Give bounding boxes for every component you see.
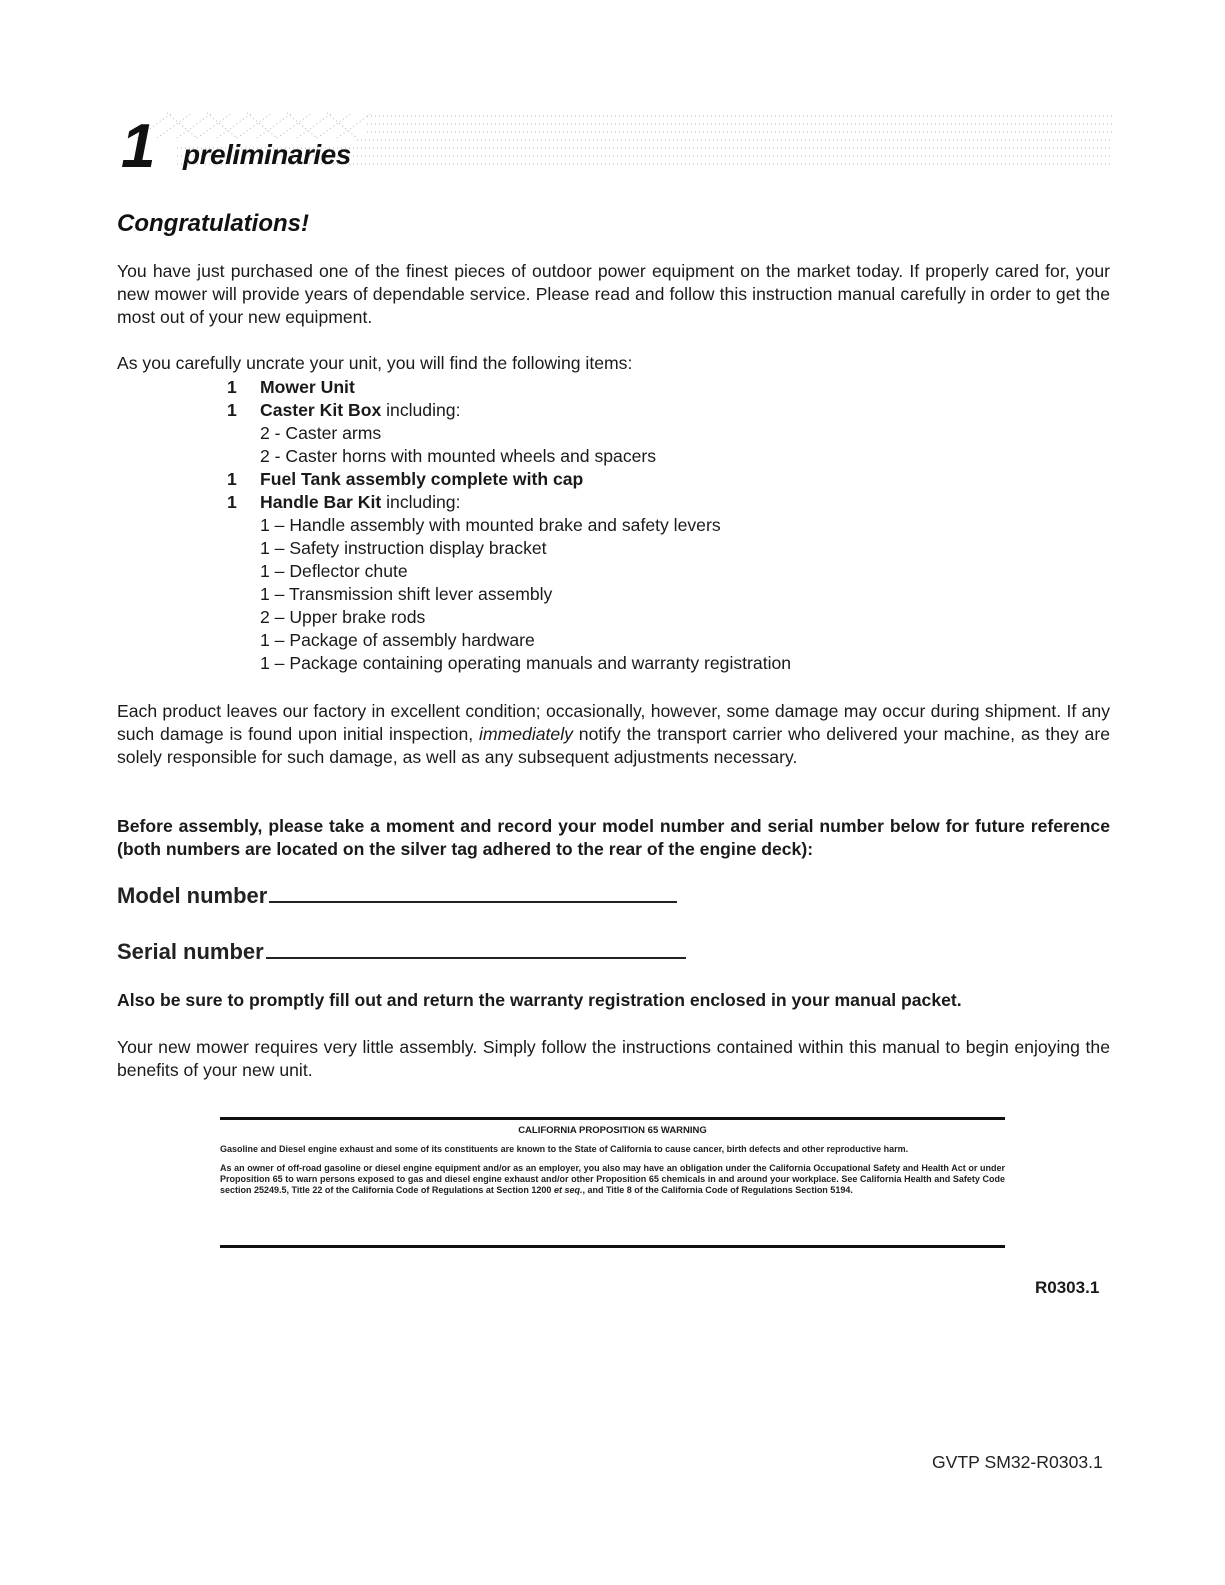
warning-paragraph-2: As an owner of off-road gasoline or diesel engine equipment and/or as an employer, you also may have an obligation under the California Occupational Safety and Health Act or under Proposition 65 to warn persons exposed to gas and diesel engine exhaust and/or other Proposition 65 chemicals in and around your workplace. See California Health and Safety Code section 25249.5, Title 22 of the California Code of Regulations at Section 1200 et seq., and Title 8 of the California Code of Regulations Section 5194. bbox=[220, 1163, 1005, 1195]
model-number-label: Model number bbox=[117, 883, 268, 908]
item-qty: 1 bbox=[227, 469, 237, 489]
handle-part: 1 – Handle assembly with mounted brake and safety levers bbox=[260, 515, 721, 535]
assembly-note: Your new mower requires very little assembly. Simply follow the instructions contained within this manual to begin enjoying the benefits of your new unit. bbox=[117, 1037, 1110, 1080]
caster-part: 2 - Caster horns with mounted wheels and spacers bbox=[260, 446, 657, 466]
item-name: Handle Bar Kit bbox=[260, 492, 382, 512]
handle-part: 2 – Upper brake rods bbox=[260, 607, 426, 627]
item-qty: 1 bbox=[227, 492, 237, 512]
congratulations-heading: Congratulations! bbox=[117, 210, 309, 237]
caster-part: 2 - Caster arms bbox=[260, 423, 382, 443]
model-number-blank bbox=[269, 899, 677, 903]
serial-number-blank bbox=[266, 955, 686, 959]
damage-paragraph: Each product leaves our factory in excellent condition; occasionally, however, some damage may occur during shipment. If any such damage is found upon initial inspection, immediately notify the transport carrier who delivered your machine, as they are solely responsible for such damage, as well as any subsequent adjustments necessary. bbox=[117, 701, 1110, 767]
chapter-header bbox=[117, 108, 1115, 181]
warning-title: CALIFORNIA PROPOSITION 65 WARNING bbox=[518, 1125, 707, 1136]
item-suffix: including: bbox=[381, 400, 461, 420]
handle-part: 1 – Deflector chute bbox=[260, 561, 408, 581]
item-name: Mower Unit bbox=[260, 377, 355, 397]
prop65-warning-box bbox=[220, 1117, 1005, 1248]
record-note: Before assembly, please take a moment and record your model number and serial number below for future reference (both numbers are located on the silver tag adhered to the rear of the engine deck): bbox=[117, 816, 1110, 859]
item-qty: 1 bbox=[227, 377, 237, 397]
handle-part: 1 – Safety instruction display bracket bbox=[260, 538, 547, 558]
serial-number-field bbox=[117, 939, 686, 965]
item-name: Caster Kit Box bbox=[260, 400, 382, 420]
warning-paragraph-1: Gasoline and Diesel engine exhaust and some of its constituents are known to the State of California to cause cancer, birth defects and other reproductive harm. bbox=[220, 1144, 909, 1154]
revision-code: R0303.1 bbox=[1035, 1278, 1100, 1297]
model-number-field bbox=[117, 883, 677, 909]
page-footer: GVTP SM32-R0303.1 bbox=[932, 1452, 1103, 1472]
uncrate-intro: As you carefully uncrate your unit, you will find the following items: bbox=[117, 353, 633, 373]
item-suffix: including: bbox=[381, 492, 461, 512]
chapter-title: preliminaries bbox=[183, 139, 351, 170]
handle-part: 1 – Transmission shift lever assembly bbox=[260, 584, 553, 604]
warranty-note: Also be sure to promptly fill out and return the warranty registration enclosed in your manual packet. bbox=[117, 990, 962, 1010]
intro-paragraph: You have just purchased one of the finest pieces of outdoor power equipment on the market today. If properly cared for, your new mower will provide years of dependable service. Please read and follow this instruction manual carefully in order to get the most out of your new equipment. bbox=[117, 261, 1110, 327]
handle-part: 1 – Package of assembly hardware bbox=[260, 630, 535, 650]
item-qty: 1 bbox=[227, 400, 237, 420]
chapter-number: 1 bbox=[121, 112, 156, 181]
item-name: Fuel Tank assembly complete with cap bbox=[260, 469, 584, 489]
handle-part: 1 – Package containing operating manuals and warranty registration bbox=[260, 653, 792, 673]
damage-emphasis: immediately bbox=[479, 724, 573, 744]
serial-number-label: Serial number bbox=[117, 939, 264, 964]
